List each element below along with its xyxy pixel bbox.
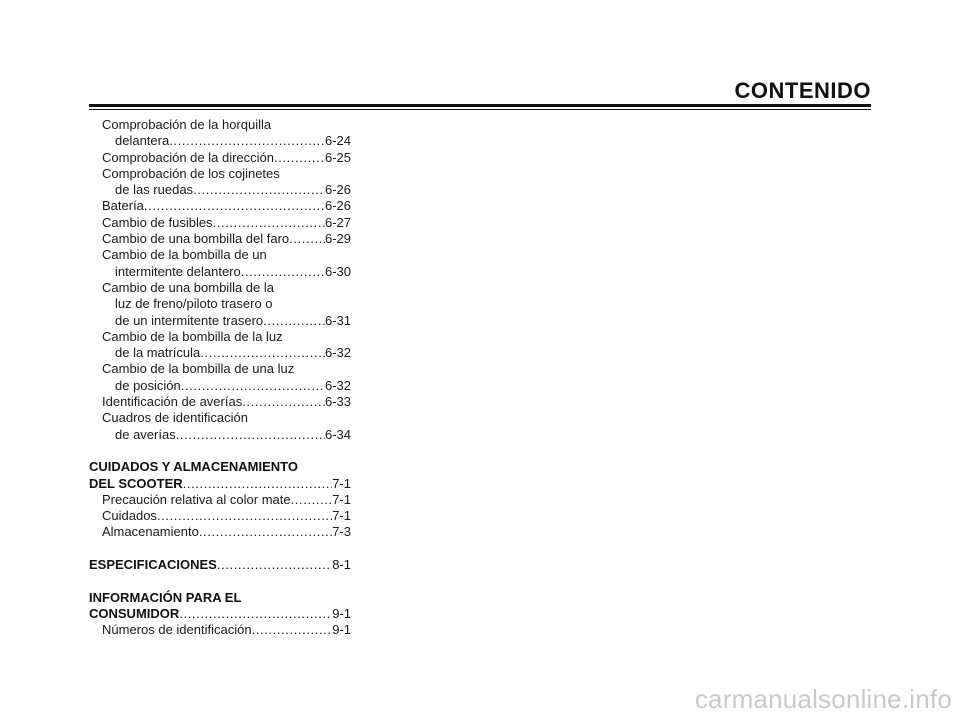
toc-entry-label: Identificación de averías — [102, 394, 243, 410]
toc-entry[interactable] — [89, 313, 351, 329]
toc-entry-label: Cuidados — [102, 508, 157, 524]
toc-entry[interactable] — [89, 378, 351, 394]
toc-leader-dots — [213, 215, 325, 231]
toc-entry[interactable] — [89, 345, 351, 361]
toc-leader-dots — [217, 557, 332, 573]
toc-page-number: 6-26 — [324, 182, 351, 198]
toc-page-number: 6-25 — [324, 149, 351, 165]
header-rule-thin — [89, 109, 871, 110]
toc-entry-label: intermitente delantero — [115, 263, 241, 279]
toc-page-number: 6-27 — [324, 214, 351, 230]
toc-entry[interactable] — [89, 329, 351, 345]
toc-leader-dots — [169, 133, 325, 149]
toc-entry[interactable] — [89, 182, 351, 198]
toc-page-number: 6-29 — [324, 231, 351, 247]
toc-entry-label: Cambio de la bombilla de una luz — [102, 361, 295, 377]
toc-page-number: 6-26 — [324, 198, 351, 214]
header-rule-thick — [89, 104, 871, 107]
toc-entry[interactable] — [89, 264, 351, 280]
toc-entry-label: Cambio de la bombilla de la luz — [102, 328, 283, 344]
toc-leader-dots — [157, 508, 332, 524]
toc-leader-dots — [241, 264, 325, 280]
toc-entry-label: CONSUMIDOR — [89, 605, 180, 621]
toc-leader-dots — [252, 622, 333, 638]
toc-entry[interactable] — [89, 524, 351, 540]
toc-entry-label: luz de freno/piloto trasero o — [115, 296, 273, 312]
toc-entry[interactable] — [89, 247, 351, 263]
toc-page-number: 6-24 — [324, 133, 351, 149]
toc-page-number: 6-32 — [324, 377, 351, 393]
toc-leader-dots — [200, 345, 325, 361]
page-title: CONTENIDO — [734, 78, 871, 103]
toc-entry[interactable] — [89, 296, 351, 312]
toc-entry-label: Comprobación de la horquilla — [102, 117, 272, 132]
toc-chapter-entry[interactable] — [89, 476, 351, 492]
toc-page-number: 7-3 — [332, 524, 351, 540]
toc-entry[interactable] — [89, 231, 351, 247]
toc-entry-label: delantera — [115, 133, 170, 149]
toc-entry[interactable] — [89, 492, 351, 508]
toc-leader-dots — [291, 492, 333, 508]
toc-chapter-entry[interactable] — [89, 459, 351, 475]
toc-leader-dots — [183, 476, 333, 492]
toc-entry-label: de averías — [115, 426, 176, 442]
toc-entry-label: de posición — [115, 377, 181, 393]
toc-page-number: 6-31 — [324, 312, 351, 328]
toc-leader-dots — [242, 394, 325, 410]
toc-leader-dots — [193, 182, 325, 198]
toc-spacer — [89, 573, 351, 589]
toc-leader-dots — [289, 231, 325, 247]
toc-leader-dots — [179, 606, 332, 622]
toc-leader-dots — [181, 378, 325, 394]
toc-page-number: 8-1 — [332, 557, 351, 573]
toc-entry[interactable] — [89, 622, 351, 638]
toc-leader-dots — [263, 313, 325, 329]
toc-chapter-entry[interactable] — [89, 606, 351, 622]
toc-entry[interactable] — [89, 150, 351, 166]
toc-chapter-entry[interactable] — [89, 557, 351, 573]
toc-entry-label: Comprobación de los cojinetes — [102, 165, 280, 181]
toc-entry[interactable] — [89, 427, 351, 443]
toc-page-number: 6-30 — [324, 263, 351, 279]
toc-entry-label: Cambio de una bombilla del faro — [102, 231, 290, 247]
toc-leader-dots — [199, 524, 332, 540]
toc-entry-label: de las ruedas — [115, 182, 194, 198]
toc-entry[interactable] — [89, 117, 351, 133]
toc-page-number: 6-32 — [324, 345, 351, 361]
toc-entry-label: CUIDADOS Y ALMACENAMIENTO — [89, 459, 298, 475]
toc-entry-label: INFORMACIÓN PARA EL — [89, 589, 242, 605]
toc-entry-label: Comprobación de la dirección — [102, 149, 274, 165]
toc-entry-label: ESPECIFICACIONES — [89, 557, 217, 573]
toc-entry-label: de la matrícula — [115, 345, 201, 361]
toc-page-number: 7-1 — [332, 491, 351, 507]
toc-entry-label: Batería — [102, 198, 144, 214]
watermark: carmanualsonline.info — [694, 684, 952, 714]
toc-spacer — [89, 443, 351, 459]
toc-spacer — [89, 541, 351, 557]
toc-entry-label: de un intermitente trasero — [115, 312, 264, 328]
toc-page-number: 6-34 — [324, 426, 351, 442]
toc-entry[interactable] — [89, 508, 351, 524]
toc-entry[interactable] — [89, 410, 351, 426]
toc-entry[interactable] — [89, 361, 351, 377]
toc-entry[interactable] — [89, 133, 351, 149]
toc-leader-dots — [176, 427, 325, 443]
toc-leader-dots — [274, 150, 325, 166]
toc-page-number: 9-1 — [332, 605, 351, 621]
toc-entry[interactable] — [89, 215, 351, 231]
toc-entry-label: Cuadros de identificación — [102, 410, 248, 426]
toc-entry-label: Almacenamiento — [102, 524, 199, 540]
toc-entry[interactable] — [89, 166, 351, 182]
toc-page-number: 9-1 — [332, 622, 351, 638]
toc-entry-label: Cambio de la bombilla de un — [102, 247, 267, 263]
toc-entry[interactable] — [89, 394, 351, 410]
toc-chapter-entry[interactable] — [89, 590, 351, 606]
toc-entry-label: Cambio de una bombilla de la — [102, 279, 274, 295]
toc-entry-label: Números de identificación — [102, 622, 252, 638]
toc-page-number: 7-1 — [332, 508, 351, 524]
toc-entry-label: DEL SCOOTER — [89, 475, 183, 491]
toc-leader-dots — [144, 198, 325, 214]
toc-entry[interactable] — [89, 198, 351, 214]
toc-page-number: 6-33 — [324, 394, 351, 410]
table-of-contents — [89, 117, 351, 639]
toc-entry[interactable] — [89, 280, 351, 296]
toc-entry-label: Cambio de fusibles — [102, 214, 213, 230]
toc-page-number: 7-1 — [332, 475, 351, 491]
toc-entry-label: Precaución relativa al color mate — [102, 491, 291, 507]
